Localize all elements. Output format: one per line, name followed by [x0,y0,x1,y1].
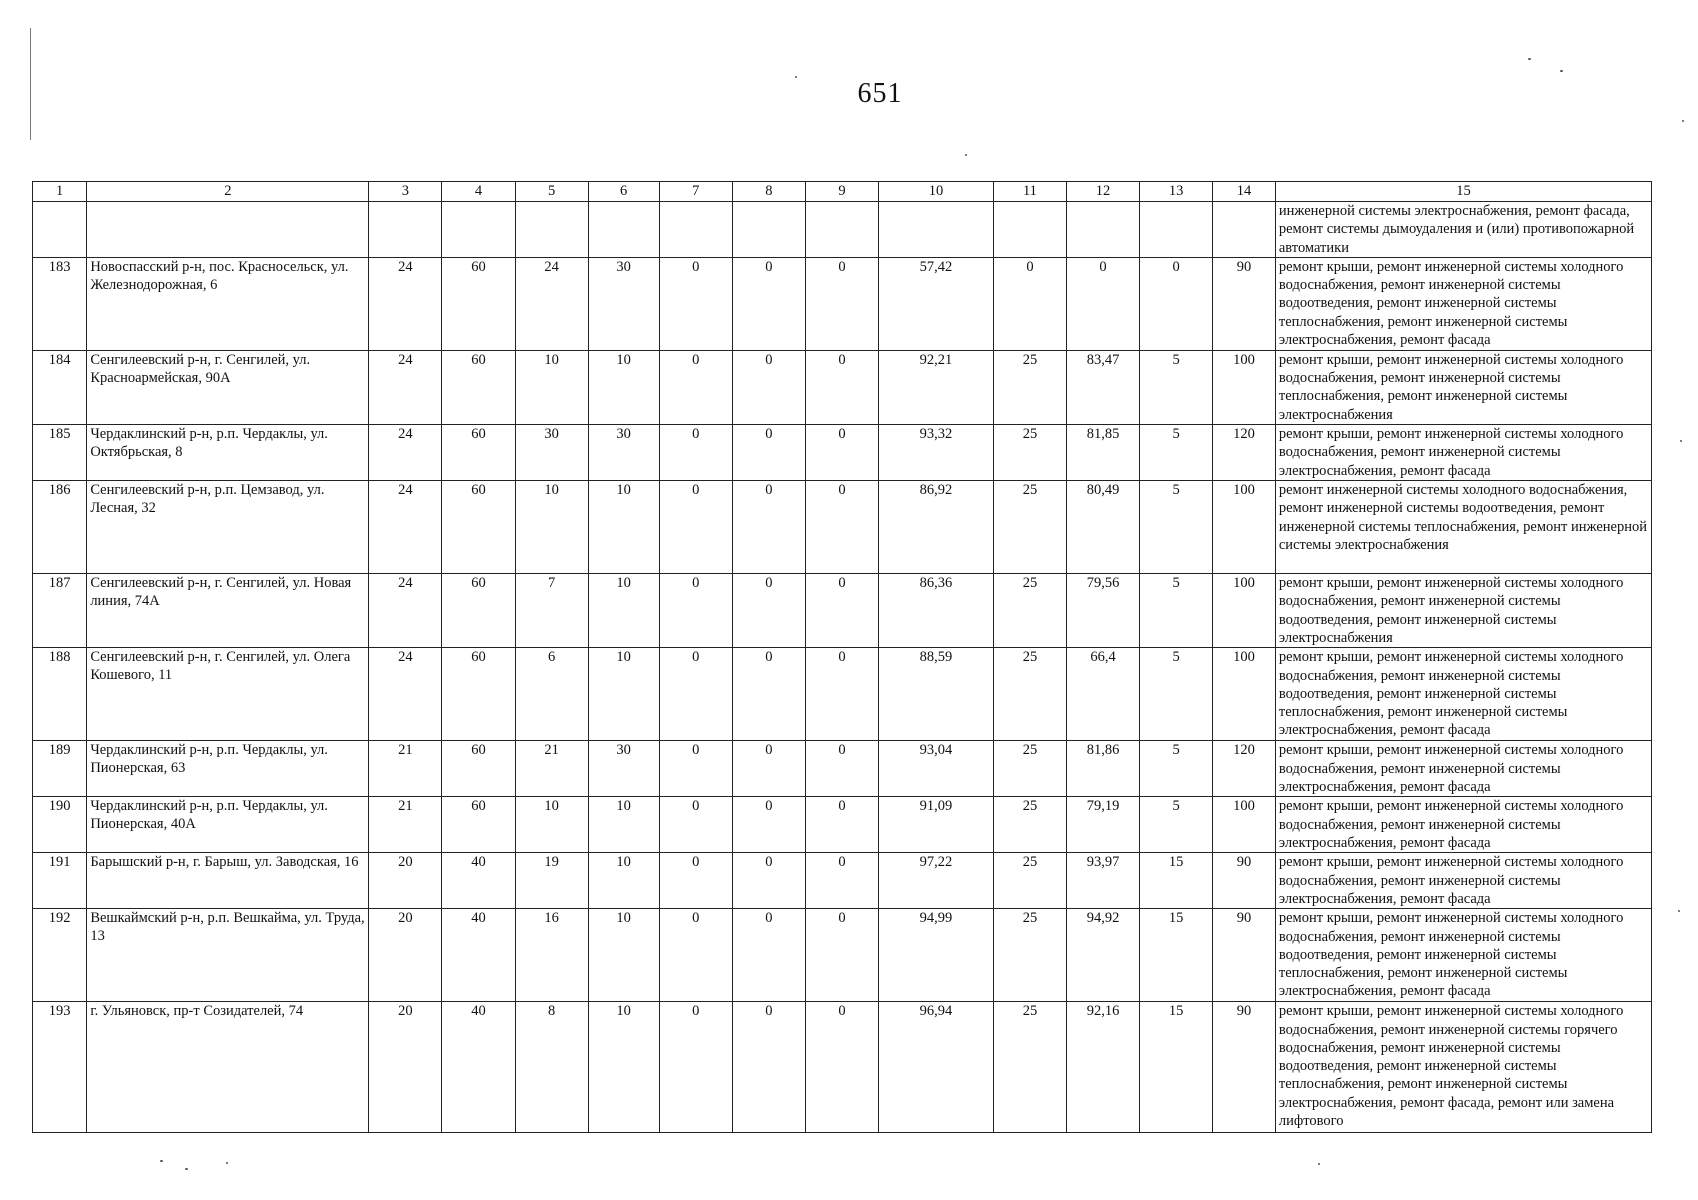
value-cell: 100 [1213,350,1276,424]
value-cell: 24 [515,257,588,350]
table-row [33,853,1652,909]
scan-speck [795,76,797,78]
repair-program-table [32,181,1652,1133]
value-cell: 0 [805,741,878,797]
column-header: 11 [993,182,1066,202]
row-number-cell: 188 [33,648,87,741]
scan-speck [1682,120,1684,122]
column-header: 8 [732,182,805,202]
value-cell: 0 [659,648,732,741]
column-header: 10 [879,182,994,202]
value-cell: 15 [1140,853,1213,909]
column-header: 4 [442,182,515,202]
value-cell: 0 [805,909,878,1002]
work-types-cell: ремонт крыши, ремонт инженерной системы холодного водоснабжения, ремонт инженерной системы водоотведения, ремонт инженерной системы теплоснабжения, ремонт инженерной системы электроснабжения, ремонт фасада [1275,648,1651,741]
value-cell: 40 [442,1002,515,1133]
value-cell: 79,56 [1067,574,1140,648]
table-cell [805,202,878,258]
value-cell: 25 [993,741,1066,797]
table-cell [1140,202,1213,258]
value-cell: 0 [732,257,805,350]
value-cell: 0 [732,1002,805,1133]
value-cell: 6 [515,648,588,741]
value-cell: 91,09 [879,797,994,853]
value-cell: 0 [659,797,732,853]
table-cell [732,202,805,258]
value-cell: 25 [993,425,1066,481]
value-cell: 100 [1213,481,1276,574]
address-cell: Чердаклинский р-н, р.п. Чердаклы, ул. Пионерская, 40А [87,797,369,853]
row-number-cell: 192 [33,909,87,1002]
work-types-cell: инженерной системы электроснабжения, ремонт фасада, ремонт системы дымоудаления и (или) противопожарной автоматики [1275,202,1651,258]
value-cell: 94,92 [1067,909,1140,1002]
value-cell: 0 [805,648,878,741]
value-cell: 21 [515,741,588,797]
address-cell: г. Ульяновск, пр-т Созидателей, 74 [87,1002,369,1133]
scan-speck [1680,440,1682,442]
value-cell: 93,04 [879,741,994,797]
value-cell: 60 [442,797,515,853]
value-cell: 60 [442,741,515,797]
value-cell: 0 [732,797,805,853]
table-cell [879,202,994,258]
value-cell: 10 [588,853,659,909]
value-cell: 0 [732,481,805,574]
value-cell: 5 [1140,481,1213,574]
value-cell: 5 [1140,574,1213,648]
work-types-cell: ремонт крыши, ремонт инженерной системы холодного водоснабжения, ремонт инженерной системы водоотведения, ремонт инженерной системы теплоснабжения, ремонт инженерной системы электроснабжения, ремонт фасада [1275,909,1651,1002]
scan-speck [226,1162,228,1164]
address-cell: Новоспасский р-н, пос. Красносельск, ул. Железнодорожная, 6 [87,257,369,350]
value-cell: 60 [442,350,515,424]
table-cell [588,202,659,258]
value-cell: 10 [588,648,659,741]
address-cell: Сенгилеевский р-н, г. Сенгилей, ул. Новая линия, 74А [87,574,369,648]
value-cell: 90 [1213,853,1276,909]
work-types-cell: ремонт крыши, ремонт инженерной системы холодного водоснабжения, ремонт инженерной системы электроснабжения, ремонт фасада [1275,797,1651,853]
value-cell: 0 [805,481,878,574]
value-cell: 0 [659,257,732,350]
value-cell: 80,49 [1067,481,1140,574]
table-cell [515,202,588,258]
row-number-cell: 186 [33,481,87,574]
table-cell [442,202,515,258]
value-cell: 25 [993,350,1066,424]
value-cell: 24 [369,574,442,648]
work-types-cell: ремонт крыши, ремонт инженерной системы холодного водоснабжения, ремонт инженерной системы водоотведения, ремонт инженерной системы теплоснабжения, ремонт инженерной системы электроснабжения, ремонт фасада [1275,257,1651,350]
value-cell: 60 [442,257,515,350]
table-row [33,909,1652,1002]
work-types-cell: ремонт крыши, ремонт инженерной системы холодного водоснабжения, ремонт инженерной системы электроснабжения, ремонт фасада [1275,741,1651,797]
value-cell: 0 [1140,257,1213,350]
value-cell: 0 [659,481,732,574]
value-cell: 40 [442,853,515,909]
value-cell: 86,92 [879,481,994,574]
value-cell: 57,42 [879,257,994,350]
value-cell: 90 [1213,257,1276,350]
value-cell: 60 [442,648,515,741]
work-types-cell: ремонт крыши, ремонт инженерной системы холодного водоснабжения, ремонт инженерной системы электроснабжения, ремонт фасада [1275,425,1651,481]
row-number-cell: 189 [33,741,87,797]
value-cell: 93,97 [1067,853,1140,909]
value-cell: 0 [805,853,878,909]
address-cell: Сенгилеевский р-н, г. Сенгилей, ул. Красноармейская, 90А [87,350,369,424]
value-cell: 10 [515,350,588,424]
value-cell: 60 [442,481,515,574]
table-header-row [33,182,1652,202]
value-cell: 0 [732,425,805,481]
scan-speck [1528,58,1531,60]
value-cell: 0 [659,574,732,648]
table-row [33,481,1652,574]
value-cell: 30 [588,425,659,481]
column-header: 14 [1213,182,1276,202]
work-types-cell: ремонт крыши, ремонт инженерной системы холодного водоснабжения, ремонт инженерной системы теплоснабжения, ремонт инженерной системы электроснабжения [1275,350,1651,424]
value-cell: 96,94 [879,1002,994,1133]
value-cell: 0 [659,425,732,481]
row-number-cell: 184 [33,350,87,424]
table-row [33,425,1652,481]
value-cell: 24 [369,481,442,574]
continuation-row [33,202,1652,258]
value-cell: 0 [732,574,805,648]
value-cell: 79,19 [1067,797,1140,853]
scan-speck [185,1168,188,1170]
table-cell [1213,202,1276,258]
value-cell: 0 [805,350,878,424]
value-cell: 100 [1213,574,1276,648]
value-cell: 5 [1140,648,1213,741]
column-header: 12 [1067,182,1140,202]
value-cell: 94,99 [879,909,994,1002]
value-cell: 0 [732,350,805,424]
value-cell: 92,16 [1067,1002,1140,1133]
value-cell: 24 [369,257,442,350]
value-cell: 24 [369,350,442,424]
address-cell: Барышский р-н, г. Барыш, ул. Заводская, 16 [87,853,369,909]
address-cell: Чердаклинский р-н, р.п. Чердаклы, ул. Октябрьская, 8 [87,425,369,481]
value-cell: 88,59 [879,648,994,741]
value-cell: 0 [659,741,732,797]
value-cell: 10 [588,481,659,574]
value-cell: 10 [515,797,588,853]
column-header: 6 [588,182,659,202]
value-cell: 60 [442,574,515,648]
value-cell: 0 [1067,257,1140,350]
column-header: 1 [33,182,87,202]
address-cell: Сенгилеевский р-н, г. Сенгилей, ул. Олега Кошевого, 11 [87,648,369,741]
scan-speck [160,1160,163,1162]
value-cell: 25 [993,574,1066,648]
value-cell: 30 [588,741,659,797]
value-cell: 7 [515,574,588,648]
scan-speck [1318,1163,1320,1165]
row-number-cell: 191 [33,853,87,909]
value-cell: 60 [442,425,515,481]
value-cell: 0 [732,909,805,1002]
value-cell: 21 [369,797,442,853]
value-cell: 15 [1140,909,1213,1002]
value-cell: 5 [1140,741,1213,797]
scan-speck [965,154,967,156]
value-cell: 0 [805,574,878,648]
row-number-cell: 183 [33,257,87,350]
column-header: 3 [369,182,442,202]
value-cell: 0 [732,741,805,797]
value-cell: 25 [993,797,1066,853]
value-cell: 30 [588,257,659,350]
scan-speck [1678,910,1680,912]
table-row [33,797,1652,853]
table-cell [1067,202,1140,258]
value-cell: 24 [369,425,442,481]
value-cell: 8 [515,1002,588,1133]
value-cell: 120 [1213,425,1276,481]
value-cell: 15 [1140,1002,1213,1133]
value-cell: 0 [659,909,732,1002]
address-cell: Вешкаймский р-н, р.п. Вешкайма, ул. Труда, 13 [87,909,369,1002]
value-cell: 0 [659,1002,732,1133]
value-cell: 10 [588,909,659,1002]
value-cell: 66,4 [1067,648,1140,741]
address-cell: Сенгилеевский р-н, р.п. Цемзавод, ул. Лесная, 32 [87,481,369,574]
value-cell: 83,47 [1067,350,1140,424]
value-cell: 92,21 [879,350,994,424]
value-cell: 120 [1213,741,1276,797]
value-cell: 5 [1140,350,1213,424]
work-types-cell: ремонт крыши, ремонт инженерной системы холодного водоснабжения, ремонт инженерной системы водоотведения, ремонт инженерной системы электроснабжения [1275,574,1651,648]
row-number-cell: 190 [33,797,87,853]
value-cell: 20 [369,909,442,1002]
value-cell: 10 [588,350,659,424]
value-cell: 25 [993,1002,1066,1133]
value-cell: 25 [993,909,1066,1002]
table-cell [369,202,442,258]
value-cell: 90 [1213,909,1276,1002]
scan-speck [1560,70,1563,72]
value-cell: 25 [993,853,1066,909]
page-number: 651 [857,78,903,109]
table-row [33,350,1652,424]
value-cell: 93,32 [879,425,994,481]
work-types-cell: ремонт инженерной системы холодного водоснабжения, ремонт инженерной системы водоотведения, ремонт инженерной системы теплоснабжения, ремонт инженерной системы электроснабжения [1275,481,1651,574]
column-header: 9 [805,182,878,202]
value-cell: 25 [993,481,1066,574]
value-cell: 90 [1213,1002,1276,1133]
value-cell: 19 [515,853,588,909]
value-cell: 100 [1213,797,1276,853]
table-body [33,182,1652,1133]
row-number-cell: 187 [33,574,87,648]
column-header: 2 [87,182,369,202]
value-cell: 5 [1140,797,1213,853]
value-cell: 81,86 [1067,741,1140,797]
value-cell: 97,22 [879,853,994,909]
table-row [33,648,1652,741]
value-cell: 86,36 [879,574,994,648]
value-cell: 21 [369,741,442,797]
value-cell: 0 [805,1002,878,1133]
value-cell: 0 [805,257,878,350]
work-types-cell: ремонт крыши, ремонт инженерной системы холодного водоснабжения, ремонт инженерной системы горячего водоснабжения, ремонт инженерной системы водоотведения, ремонт инженерной системы теплоснабжения, ремонт инженерной системы электроснабжения, ремонт фасада, ремонт или замена лифтового [1275,1002,1651,1133]
column-header: 15 [1275,182,1651,202]
value-cell: 24 [369,648,442,741]
value-cell: 10 [515,481,588,574]
column-header: 13 [1140,182,1213,202]
value-cell: 10 [588,574,659,648]
table-cell [659,202,732,258]
table-cell [33,202,87,258]
value-cell: 0 [805,797,878,853]
value-cell: 40 [442,909,515,1002]
table-row [33,741,1652,797]
table-cell [87,202,369,258]
row-number-cell: 193 [33,1002,87,1133]
value-cell: 10 [588,797,659,853]
table-row [33,257,1652,350]
table-cell [993,202,1066,258]
value-cell: 5 [1140,425,1213,481]
row-number-cell: 185 [33,425,87,481]
value-cell: 16 [515,909,588,1002]
column-header: 5 [515,182,588,202]
value-cell: 0 [659,853,732,909]
table-row [33,1002,1652,1133]
table-row [33,574,1652,648]
value-cell: 20 [369,853,442,909]
value-cell: 20 [369,1002,442,1133]
value-cell: 0 [732,648,805,741]
value-cell: 30 [515,425,588,481]
value-cell: 25 [993,648,1066,741]
value-cell: 0 [993,257,1066,350]
value-cell: 0 [805,425,878,481]
value-cell: 81,85 [1067,425,1140,481]
address-cell: Чердаклинский р-н, р.п. Чердаклы, ул. Пионерская, 63 [87,741,369,797]
value-cell: 0 [659,350,732,424]
work-types-cell: ремонт крыши, ремонт инженерной системы холодного водоснабжения, ремонт инженерной системы электроснабжения, ремонт фасада [1275,853,1651,909]
value-cell: 100 [1213,648,1276,741]
value-cell: 0 [732,853,805,909]
column-header: 7 [659,182,732,202]
value-cell: 10 [588,1002,659,1133]
